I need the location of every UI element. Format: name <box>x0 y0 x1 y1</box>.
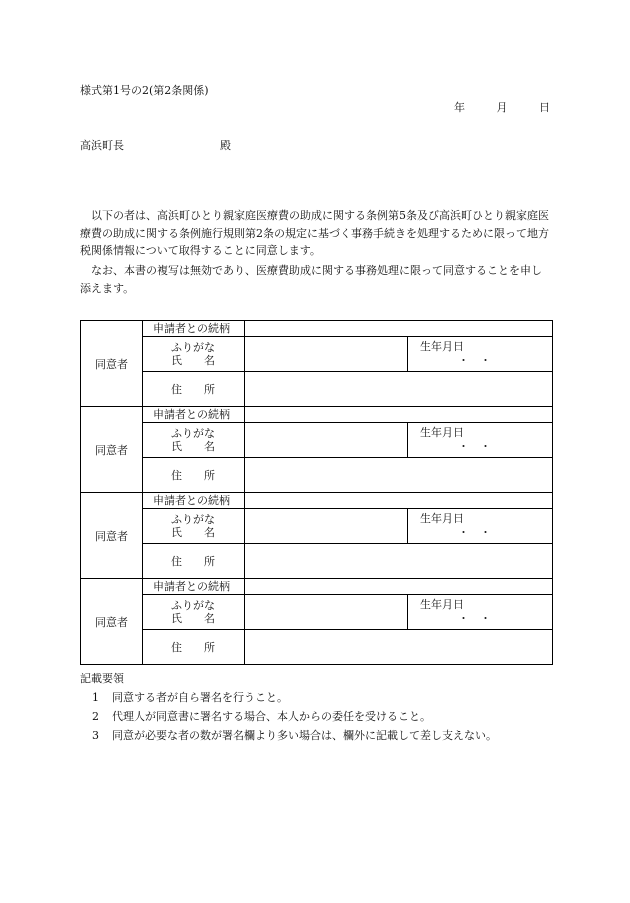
date-day: 日 <box>539 101 550 114</box>
name-label-cell <box>143 337 245 372</box>
relation-field[interactable] <box>245 493 553 509</box>
name-field[interactable] <box>245 423 408 458</box>
dob-dots: ・ ・ <box>458 612 491 625</box>
dob-field[interactable] <box>408 595 553 630</box>
relation-label: 申請者との続柄 <box>143 407 245 423</box>
note-text: 同意する者が自ら署名を行うこと。 <box>112 691 288 704</box>
relation-label: 申請者との続柄 <box>143 579 245 595</box>
furigana-label: ふりがな <box>171 599 215 612</box>
form-number: 様式第1号の2(第2条関係) <box>80 84 209 97</box>
name-label-cell <box>143 595 245 630</box>
date-month: 月 <box>496 101 508 114</box>
note-text: 同意が必要な者の数が署名欄より多い場合は、欄外に記載して差し支えない。 <box>112 729 497 742</box>
name-field[interactable] <box>245 337 408 372</box>
address-label-cell <box>143 630 245 665</box>
consenter-label: 同意者 <box>81 493 143 579</box>
consenter-label: 同意者 <box>81 321 143 407</box>
name-label: 氏 名 <box>171 440 215 453</box>
note-number: 2 <box>92 710 99 723</box>
consent-table <box>80 320 553 665</box>
address-label-cell <box>143 372 245 407</box>
relation-label: 申請者との続柄 <box>143 321 245 337</box>
name-label-cell <box>143 423 245 458</box>
note-number: 3 <box>92 729 99 742</box>
consenter-label: 同意者 <box>81 579 143 665</box>
date-year: 年 <box>454 101 465 114</box>
date-line <box>426 99 550 115</box>
furigana-label: ふりがな <box>171 341 215 354</box>
address-field[interactable] <box>245 458 553 493</box>
name-label-cell <box>143 509 245 544</box>
consent-paragraph-2: なお、本書の複写は無効であり、医療費助成に関する事務処理に限って同意することを申し添えます。 <box>80 264 542 295</box>
relation-field[interactable] <box>245 407 553 423</box>
address-label-cell <box>143 544 245 579</box>
relation-label: 申請者との続柄 <box>143 493 245 509</box>
consenter-block-1 <box>81 321 553 337</box>
note-number: 1 <box>92 691 99 704</box>
note-item-3 <box>92 727 497 743</box>
addressee-honorific: 殿 <box>220 139 231 152</box>
note-text: 代理人が同意書に署名する場合、本人からの委任を受けること。 <box>112 710 431 723</box>
address-label: 住 所 <box>171 555 215 568</box>
address-label: 住 所 <box>171 383 215 396</box>
dob-label: 生年月日 <box>420 512 464 525</box>
dob-field[interactable] <box>408 509 553 544</box>
address-label-cell <box>143 458 245 493</box>
name-label: 氏 名 <box>171 354 215 367</box>
dob-label: 生年月日 <box>420 426 464 439</box>
notes-title: 記載要領 <box>80 672 124 685</box>
consenter-block-3 <box>81 493 553 509</box>
furigana-label: ふりがな <box>171 513 215 526</box>
consent-paragraph-1: 以下の者は、高浜町ひとり親家庭医療費の助成に関する条例第5条及び高浜町ひとり親家庭医療費の助成に関する条例施行規則第2条の規定に基づく事務手続きを処理するために限って地方税関係情報について取得することに同意します。 <box>80 209 549 257</box>
dob-label: 生年月日 <box>420 340 464 353</box>
address-field[interactable] <box>245 544 553 579</box>
dob-field[interactable] <box>408 337 553 372</box>
relation-field[interactable] <box>245 579 553 595</box>
furigana-label: ふりがな <box>171 427 215 440</box>
dob-dots: ・ ・ <box>458 440 491 453</box>
address-label: 住 所 <box>171 641 215 654</box>
address-field[interactable] <box>245 372 553 407</box>
consenter-label: 同意者 <box>81 407 143 493</box>
note-item-1 <box>92 689 288 705</box>
dob-dots: ・ ・ <box>458 354 491 367</box>
address-field[interactable] <box>245 630 553 665</box>
name-label: 氏 名 <box>171 612 215 625</box>
name-field[interactable] <box>245 595 408 630</box>
dob-field[interactable] <box>408 423 553 458</box>
consenter-block-4 <box>81 579 553 595</box>
note-item-2 <box>92 708 431 724</box>
relation-field[interactable] <box>245 321 553 337</box>
dob-dots: ・ ・ <box>458 526 491 539</box>
address-label: 住 所 <box>171 469 215 482</box>
consenter-block-2 <box>81 407 553 423</box>
name-label: 氏 名 <box>171 526 215 539</box>
addressee-title: 高浜町長 <box>80 139 124 152</box>
dob-label: 生年月日 <box>420 598 464 611</box>
name-field[interactable] <box>245 509 408 544</box>
